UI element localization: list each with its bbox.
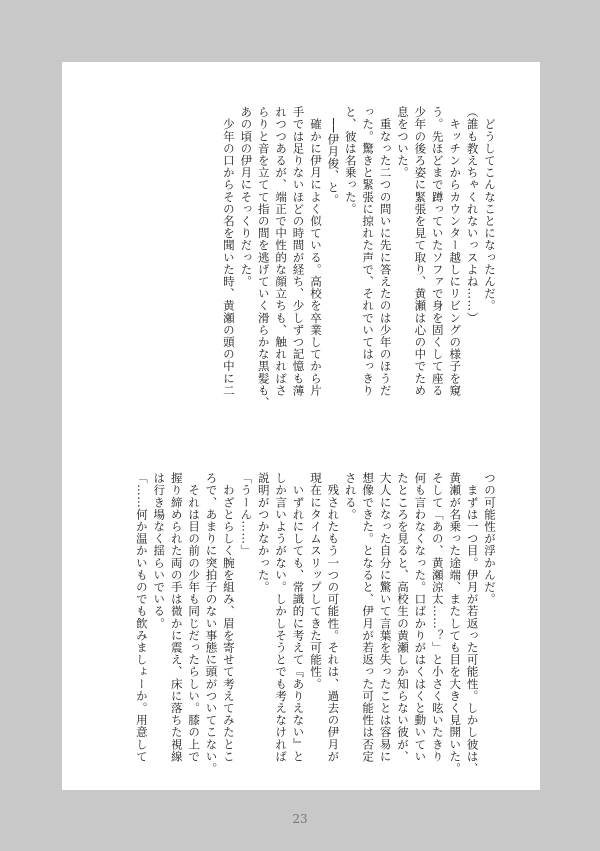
text-line: 残されたもう一つの可能性。それは、過去の伊月が [326, 472, 341, 763]
text-line: 想像できた。となると、伊月が若返った可能性は否定 [361, 472, 376, 763]
text-line: 手では足りないほどの時間が経ち、少しずつ記憶も薄 [291, 106, 306, 397]
text-line: う。先ほどまで蹲っていたソファで身を固くして座る [430, 106, 445, 397]
text-line: 確かに伊月によく似ている。高校を卒業してから片 [308, 106, 323, 397]
bottom-text-block [132, 472, 498, 807]
text-line: ──伊月俊、と。 [326, 106, 341, 206]
text-line: らりと音を立てて指の間を逃げていく滑らかな黒髪も、 [256, 106, 271, 409]
text-line: あの頃の伊月にそっくりだった。 [239, 106, 254, 288]
text-line: 少年の口からその名を聞いた時、黄瀬の頭の中に二 [221, 106, 236, 397]
text-line: される。 [343, 472, 358, 521]
text-line: 黄瀬が名乗った途端、またしても目を大きく見開いた。 [448, 472, 463, 775]
text-line: わざとらしく腕を組み、眉を寄せて考えてみたとこ [221, 472, 236, 763]
text-line: まずは一つ目。伊月が若返った可能性。しかし彼は、 [465, 472, 480, 775]
text-line: ろで、あまりに突拍子のない事態に頭がついてこない。 [204, 472, 219, 775]
text-line: った。驚きと緊張に掠れた声で、それでいてはっきり [361, 106, 376, 397]
text-line: それは目の前の少年も同じだったらしい。膝の上で [187, 472, 202, 763]
text-line: つの可能性が浮かんだ。 [483, 472, 497, 606]
text-line: 握り締められた両の手は微かに震え、床に落ちた視線 [169, 472, 184, 763]
text-line: どうしてこんなことになったんだ。 [483, 106, 497, 312]
text-line: 何も言わなくなった。口ばかりがはくはくと動いてい [413, 472, 428, 763]
page-paper [62, 62, 540, 790]
text-line: しか言いようがない。しかしそうとでも考えなければ [274, 472, 289, 763]
top-text-block [220, 106, 499, 409]
text-line: いずれにしても、常識的に考えて『ありえない』と [291, 472, 306, 763]
text-line: そして「あの、黄瀬涼太……？」と小さく呟いたきり [430, 472, 445, 763]
text-line: 「……何か温かいものでも飲みましょーか。用意して [134, 472, 149, 763]
text-line: （誰も教えちゃくれないっスよね……） [465, 106, 480, 324]
text-line: 少年の後ろ姿に緊張を見て取り、黄瀬は心の中でため [413, 106, 428, 397]
text-line: 「うーん……」 [239, 472, 254, 557]
text-line: 説明がつかなかった。 [256, 472, 271, 593]
text-line: 現在にタイムスリップしてきた可能性。 [308, 472, 323, 690]
text-line: キッチンからカウンター越しにリビングの様子を窺 [448, 106, 463, 397]
text-line: 大人になった自分に驚いて言葉を失ったことは容易に [378, 472, 393, 763]
text-line: は行き場なく揺らいでいる。 [152, 472, 167, 630]
text-line: 息をついた。 [395, 106, 410, 179]
text-line: れつつあるが、端正で中性的な顔立ちも、触れればさ [274, 106, 289, 397]
text-line: たところを見ると、高校生の黄瀬しか知らない彼が、 [395, 472, 410, 763]
page-number: 23 [292, 812, 308, 826]
text-line: 重なった二つの問いに先に答えたのは少年のほうだ [378, 106, 393, 397]
text-line: と、彼は名乗った。 [343, 106, 358, 215]
